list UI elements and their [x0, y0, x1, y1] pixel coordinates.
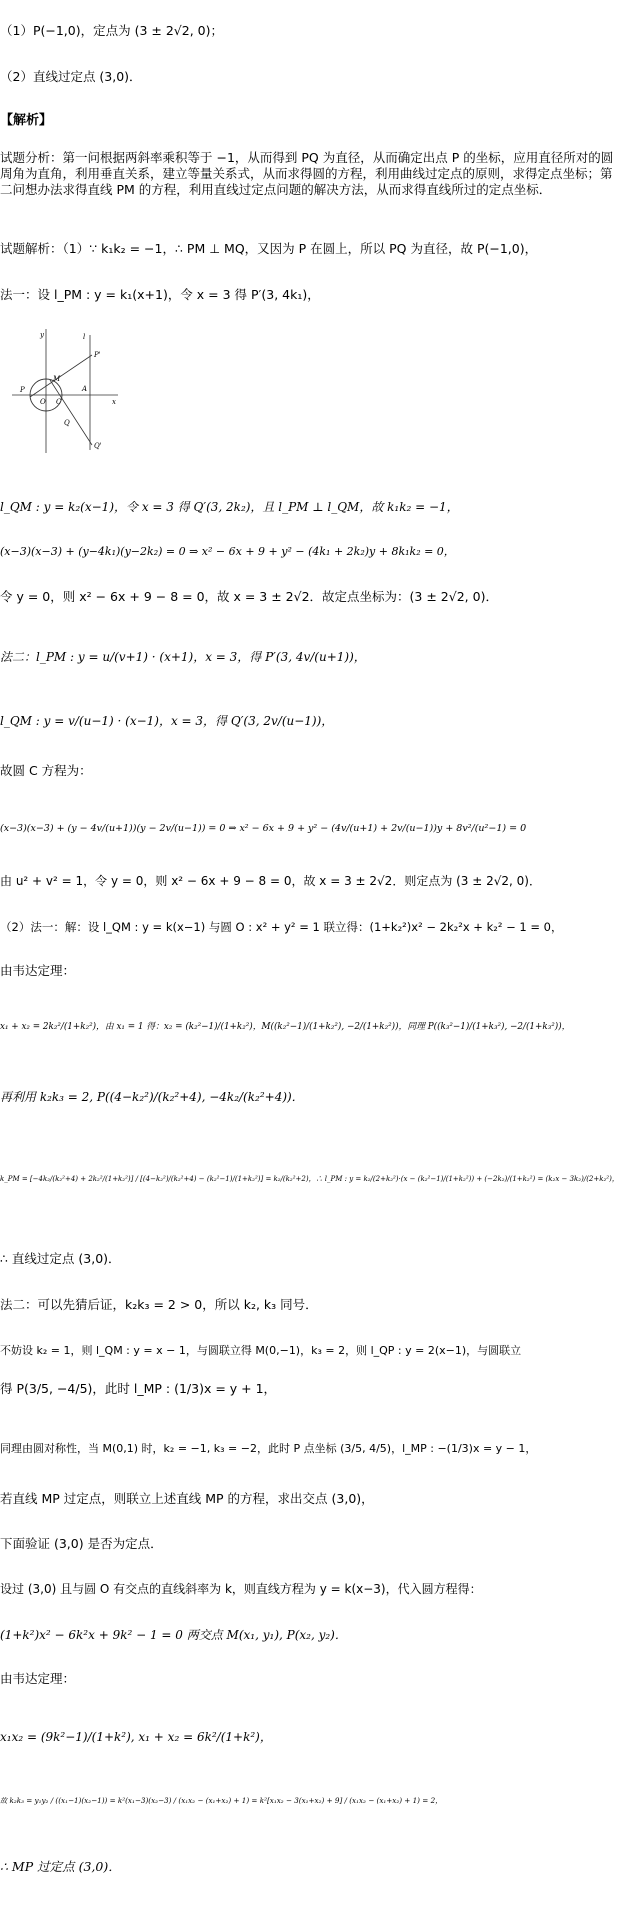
- analysis-summary: 试题分析：第一问根据两斜率乘积等于 −1，从而得到 PQ 为直径，从而确定出点 P 的坐标，应用直径所对的圆周角为直角，利用垂直关系，建立等量关系式，从而求得圆的方程，利用曲线过定点的原则，求得定点坐标；第二问想办法求得直线 PM 的方程，利用直线过定点问题的解决方法，从而求得直线所过的定点坐标．: [0, 150, 614, 197]
- label-m: M: [53, 375, 61, 383]
- label-p-prime: P': [94, 351, 101, 359]
- fixed-point-2: 由 u² + v² = 1，令 y = 0，则 x² − 6x + 9 − 8 = 0，故 x = 3 ± 2√2．则定点为 (3 ± 2√2, 0)．: [0, 874, 541, 888]
- method-two-qm: l_QM : y = v/(u−1) · (x−1)，x = 3，得 Q′(3, 2v/(u−1))，: [0, 714, 334, 728]
- point-p-coordinates: 再利用 k₂k₃ = 2, P((4−k₂²)/(k₂²+4), −4k₂/(k₂²+4))．: [0, 1090, 304, 1104]
- final-conclusion: ∴ MP 过定点 (3,0)．: [0, 1859, 121, 1874]
- vieta-heading-1: 由韦达定理：: [0, 963, 76, 978]
- symmetric-case: 同理由圆对称性，当 M(0,1) 时，k₂ = −1, k₃ = −2，此时 P 点坐标 (3/5, 4/5)，l_MP : −(1/3)x = y − 1，: [0, 1442, 537, 1455]
- vieta-heading-2: 由韦达定理：: [0, 1671, 76, 1686]
- label-x: x: [112, 398, 116, 406]
- line-qm-equation: l_QM : y = k₂(x−1)，令 x = 3 得 Q′(3, 2k₂)，且 l_PM ⊥ l_QM，故 k₁k₂ = −1，: [0, 500, 459, 514]
- label-q: Q: [64, 419, 70, 427]
- part2-method-two: 法二：可以先猜后证，k₂k₃ = 2 > 0，所以 k₂, k₃ 同号．: [0, 1297, 318, 1312]
- method-two-pm: 法二：l_PM : y = u/(v+1) · (x+1)，x = 3，得 P′(3, 4v/(u+1))，: [0, 650, 366, 664]
- analysis-heading: 【解析】: [0, 113, 53, 128]
- part2-method-one: （2）法一：解：设 l_QM : y = k(x−1) 与圆 O : x² + y² = 1 联立得：(1+k₂²)x² − 2k₂²x + k₂² − 1 = 0，: [0, 920, 563, 934]
- verify-heading: 下面验证 (3,0) 是否为定点．: [0, 1536, 163, 1551]
- conclusion-part2-method1: ∴ 直线过定点 (3,0)．: [0, 1251, 121, 1266]
- method-one-setup: 法一：设 l_PM : y = k₁(x+1)，令 x = 3 得 P′(3, 4k₁)，: [0, 287, 320, 302]
- coordinate-figure: [10, 325, 120, 455]
- quadratic-in-x: (1+k²)x² − 6k²x + 9k² − 1 = 0 两交点 M(x₁, y₁), P(x₂, y₂)．: [0, 1628, 347, 1642]
- vieta-result-2: x₁x₂ = (9k²−1)/(1+k²), x₁ + x₂ = 6k²/(1+k²)，: [0, 1730, 272, 1744]
- line-through-fixed-point: 设过 (3,0) 且与圆 O 有交点的直线斜率为 k，则直线方程为 y = k(x−3)，代入圆方程得：: [0, 1582, 482, 1596]
- slope-pm-derivation: k_PM = [−4k₂/(k₂²+4) + 2k₂²/(1+k₂²)] / [(4−k₂²)/(k₂²+4) − (k₂²−1)/(1+k₂²)] = k₂/(k₂²+2)，∴ l_PM : y = k₂/(2+k₂²)·(x − (k₂²−1)/(1+k₂²)) + (−2k₂)/(1+k₂²) = (k₂x − 3k₂)/(2+k₂²)，: [0, 1175, 619, 1183]
- label-o: O: [40, 398, 46, 406]
- label-a: A: [82, 385, 88, 393]
- circle-equation-2: (x−3)(x−3) + (y − 4v/(u+1))(y − 2v/(u−1)) = 0 ⇒ x² − 6x + 9 + y² − (4v/(u+1) + 2v/(u−1))y + 8v²/(u²−1) = 0: [0, 823, 527, 834]
- label-q-prime: Q': [94, 442, 102, 450]
- label-l: l: [83, 333, 86, 341]
- intersection-guess: 若直线 MP 过定点，则联立上述直线 MP 的方程，求出交点 (3,0)，: [0, 1491, 374, 1506]
- fixed-point-1: 令 y = 0，则 x² − 6x + 9 − 8 = 0，故 x = 3 ± 2√2．故定点坐标为：(3 ± 2√2, 0)．: [0, 589, 498, 604]
- label-p: P: [20, 386, 25, 394]
- point-p-result: 得 P(3/5, −4/5)，此时 l_MP : (1/3)x = y + 1，: [0, 1381, 277, 1396]
- label-c: C: [56, 398, 62, 406]
- answer-part-1: （1）P(−1,0)，定点为 (3 ± 2√2, 0)；: [0, 23, 223, 38]
- label-y: y: [40, 331, 44, 339]
- product-slopes-verification: 故 k₂k₃ = y₁y₂ / ((x₁−1)(x₂−1)) = k²(x₁−3)(x₂−3) / (x₁x₂ − (x₁+x₂) + 1) = k²[x₁x₂ − 3(x₁+x₂) + 9] / (x₁x₂ − (x₁+x₂) + 1) = 2，: [0, 1796, 443, 1805]
- answer-part-2: （2）直线过定点 (3,0)．: [0, 69, 142, 84]
- circle-c-heading: 故圆 C 方程为：: [0, 763, 92, 778]
- solution-intro: 试题解析：（1）∵ k₁k₂ = −1，∴ PM ⊥ MQ，又因为 P 在圆上，所以 PQ 为直径，故 P(−1,0)，: [0, 241, 538, 256]
- circle-equation-1: (x−3)(x−3) + (y−4k₁)(y−2k₂) = 0 ⇒ x² − 6x + 9 + y² − (4k₁ + 2k₂)y + 8k₁k₂ = 0，: [0, 545, 455, 558]
- vieta-result-1: x₁ + x₂ = 2k₂²/(1+k₂²)，由 x₁ = 1 得：x₂ = (k₂²−1)/(1+k₂²)，M((k₂²−1)/(1+k₂²), −2/(1+k₂²))，同理 P((k₃²−1)/(1+k₃²), −2/(1+k₃²))，: [0, 1022, 571, 1032]
- assume-k2-one: 不妨设 k₂ = 1，则 l_QM : y = x − 1，与圆联立得 M(0,−1)，k₃ = 2，则 l_QP : y = 2(x−1)，与圆联立: [0, 1344, 522, 1357]
